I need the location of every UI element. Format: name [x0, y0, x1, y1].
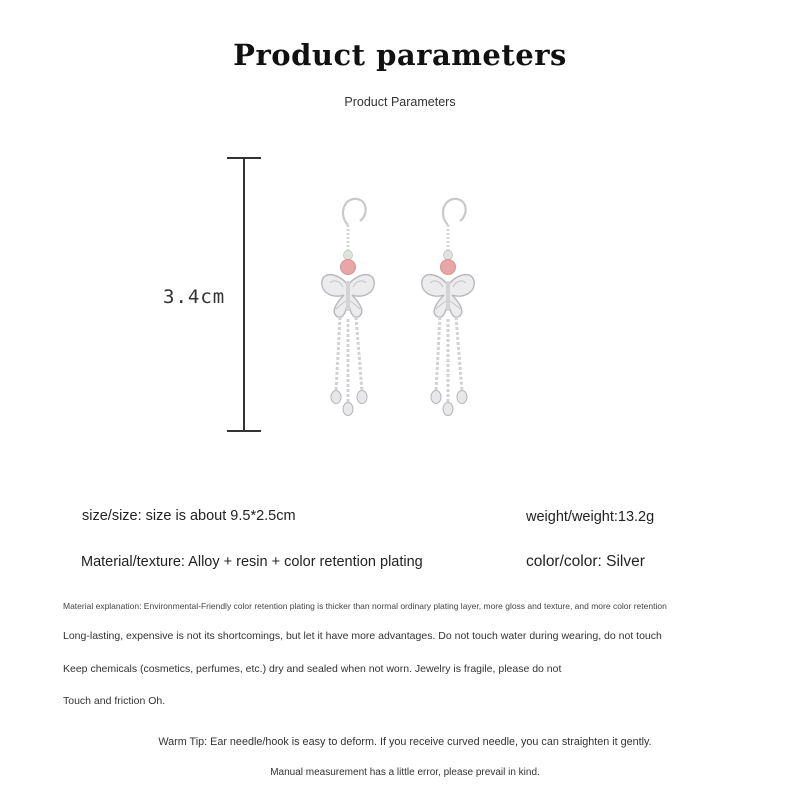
dimension-line — [243, 157, 245, 432]
warm-tip: Warm Tip: Ear needle/hook is easy to deform. If you receive curved needle, you can straighten it gently. — [158, 736, 652, 748]
dimension-tick-top — [227, 157, 261, 159]
color-param: color/color: Silver — [526, 553, 645, 570]
weight-param: weight/weight:13.2g — [526, 509, 655, 525]
care-note-line-2: Long-lasting, expensive is not its shortcomings, but let it have more advantages. Do not touch water during wearing, do not touch — [63, 630, 662, 642]
care-note-line-4: Touch and friction Oh. — [63, 695, 166, 707]
measurement-note: Manual measurement has a little error, please prevail in kind. — [270, 767, 540, 778]
dimension-label: 3.4cm — [163, 286, 226, 308]
material-param: Material/texture: Alloy + resin + color retention plating — [81, 554, 423, 570]
page-title: Product parameters — [233, 38, 567, 72]
page-subtitle: Product Parameters — [344, 95, 456, 109]
size-param: size/size: size is about 9.5*2.5cm — [82, 508, 296, 524]
care-note-line-3: Keep chemicals (cosmetics, perfumes, etc.) dry and sealed when not worn. Jewelry is fragile, please do not — [63, 663, 562, 675]
dimension-tick-bottom — [227, 430, 261, 432]
material-explanation: Material explanation: Environmental-Friendly color retention plating is thicker than normal ordinary plating layer, more gloss and texture, and more color retention — [63, 601, 667, 611]
tassel-butterfly-earrings-icon — [300, 185, 510, 425]
